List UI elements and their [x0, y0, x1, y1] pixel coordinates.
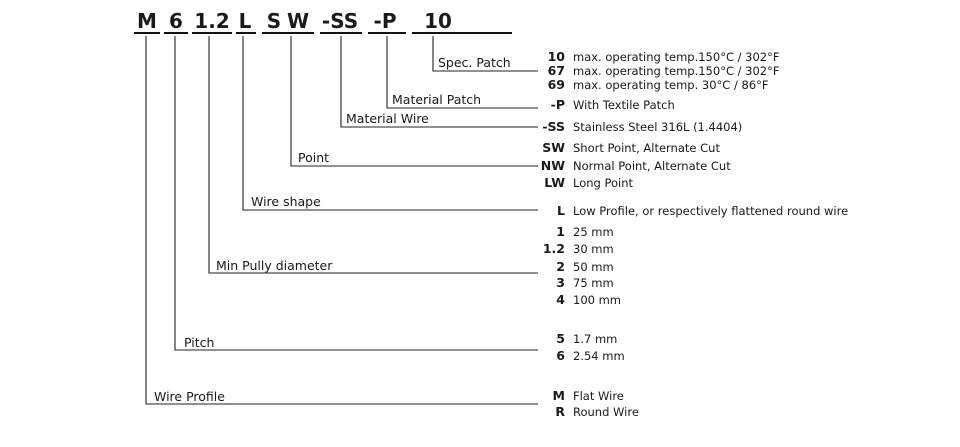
- option-key: 10: [547, 49, 565, 64]
- field-label-point: Point: [298, 150, 330, 165]
- field-label-material-wire: Material Wire: [346, 111, 429, 126]
- code-segment-material-patch: -P: [373, 9, 397, 33]
- option-key: 67: [547, 63, 565, 78]
- option-key: SW: [542, 140, 565, 155]
- leader-pitch: [175, 36, 538, 350]
- option-desc: max. operating temp.150°C / 302°F: [573, 50, 780, 64]
- option-key: R: [555, 404, 565, 419]
- code-segment-point-w: W: [286, 9, 310, 33]
- option-key: 4: [556, 292, 565, 307]
- code-segment-spec-patch: 10: [424, 9, 452, 33]
- field-labels: [154, 55, 511, 404]
- option-key: M: [552, 388, 565, 403]
- field-label-material-patch: Material Patch: [392, 92, 482, 107]
- code-segment-material-wire: -SS: [321, 9, 359, 33]
- option-key: 3: [556, 275, 565, 290]
- option-key: 1: [556, 224, 565, 239]
- option-key: L: [557, 203, 565, 218]
- options: [541, 49, 848, 419]
- code-segment-wire-shape: L: [238, 9, 252, 33]
- option-desc: max. operating temp. 30°C / 86°F: [573, 78, 769, 92]
- option-key: 2: [556, 259, 565, 274]
- option-desc: 2.54 mm: [573, 349, 625, 363]
- option-key: 69: [547, 77, 565, 92]
- code-segment-point-s: S: [266, 9, 282, 33]
- option-desc: max. operating temp.150°C / 302°F: [573, 64, 780, 78]
- option-desc: 100 mm: [573, 293, 622, 307]
- option-desc: 25 mm: [573, 225, 614, 239]
- option-key: 6: [556, 348, 565, 363]
- field-label-wire-profile: Wire Profile: [154, 389, 225, 404]
- field-label-pitch: Pitch: [184, 335, 215, 350]
- code-segment-wire-profile: M: [137, 9, 157, 33]
- option-key: LW: [544, 175, 565, 190]
- option-key: -P: [550, 97, 565, 112]
- option-desc: Flat Wire: [573, 389, 624, 403]
- option-desc: Normal Point, Alternate Cut: [573, 159, 731, 173]
- option-desc: 1.7 mm: [573, 332, 618, 346]
- option-desc: 75 mm: [573, 276, 614, 290]
- option-key: NW: [540, 158, 565, 173]
- option-desc: 50 mm: [573, 260, 614, 274]
- order-code: [134, 9, 512, 33]
- option-desc: Low Profile, or respectively flattened round wire: [573, 204, 849, 218]
- option-desc: 30 mm: [573, 242, 614, 256]
- code-segment-pitch: 6: [169, 9, 183, 33]
- field-label-spec-patch: Spec. Patch: [438, 55, 511, 70]
- code-segment-pully-diameter: 1.2: [194, 9, 230, 33]
- option-desc: Stainless Steel 316L (1.4404): [573, 120, 743, 134]
- option-key: 5: [556, 331, 565, 346]
- option-key: -SS: [542, 119, 565, 134]
- option-desc: Long Point: [573, 176, 634, 190]
- field-label-pully-diameter: Min Pully diameter: [216, 258, 333, 273]
- option-desc: Round Wire: [573, 405, 639, 419]
- option-desc: With Textile Patch: [573, 98, 675, 112]
- option-key: 1.2: [542, 241, 565, 256]
- option-desc: Short Point, Alternate Cut: [573, 141, 720, 155]
- field-label-wire-shape: Wire shape: [251, 194, 321, 209]
